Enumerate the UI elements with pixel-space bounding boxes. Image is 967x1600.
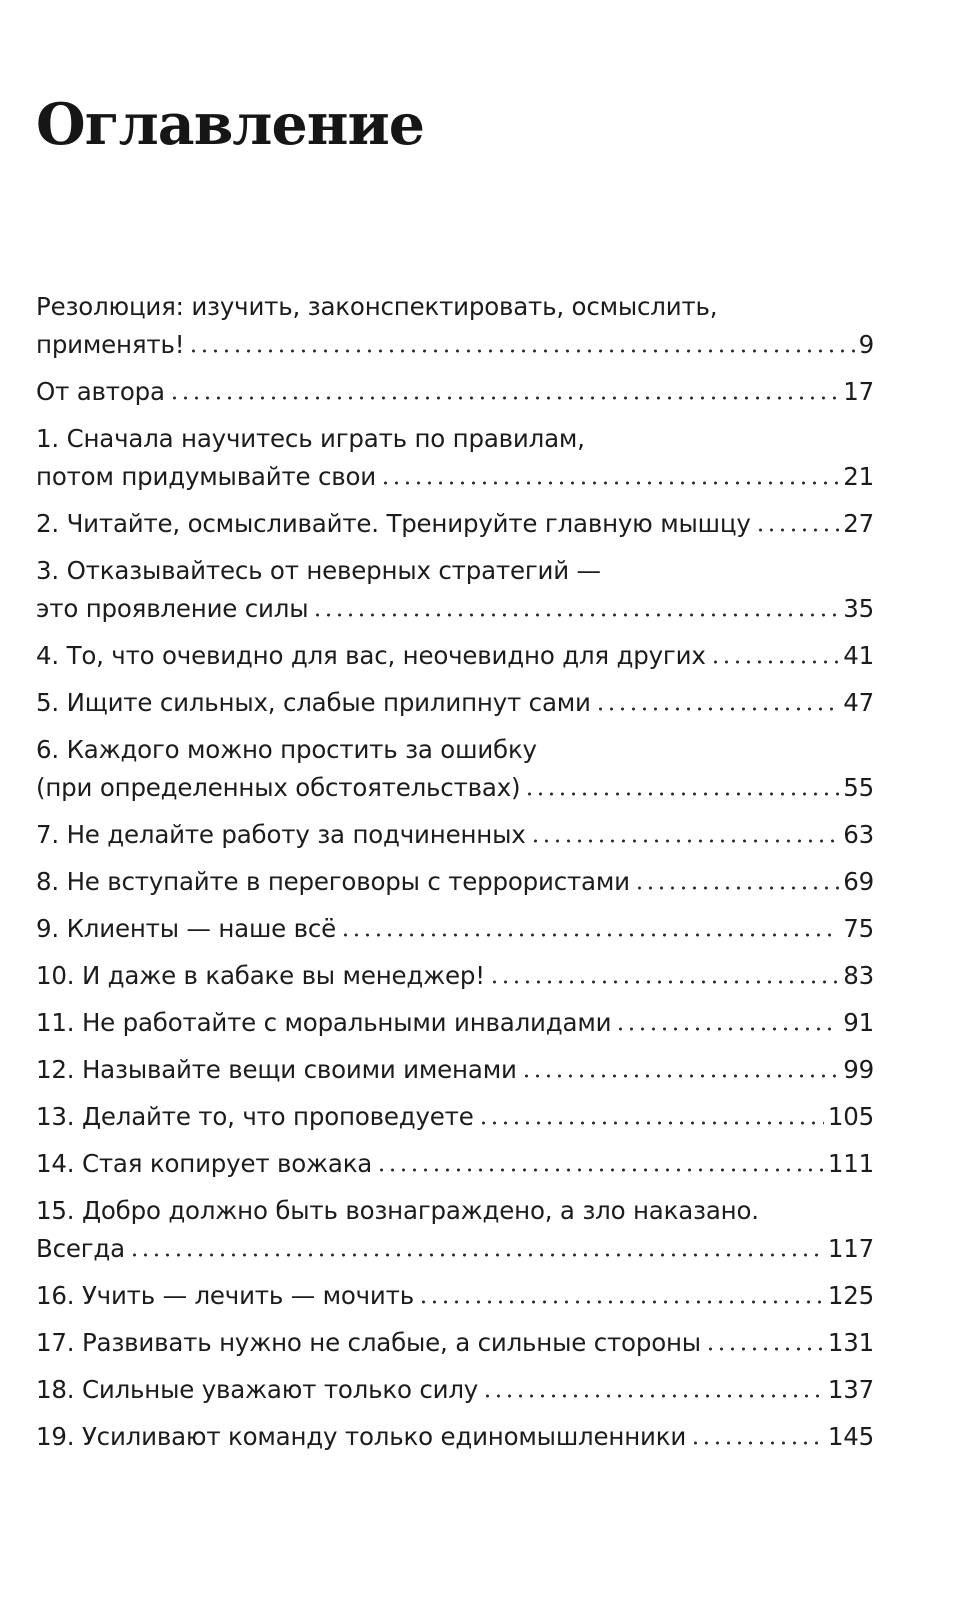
dot-leader xyxy=(312,610,839,619)
toc-entry-row xyxy=(36,505,874,543)
toc-entry-title-line: 17. Развивать нужно не слабые, а сильные стороны xyxy=(36,1328,701,1357)
toc-page-number: 69 xyxy=(843,867,874,896)
toc-entry-title-line: 11. Не работайте с моральными инвалидами xyxy=(36,1008,612,1037)
toc-entry-title-line: 1. Сначала научитесь играть по правилам, xyxy=(36,424,585,453)
toc-entry xyxy=(36,288,874,364)
dot-leader xyxy=(634,883,839,892)
toc-entry-row xyxy=(36,1145,874,1183)
dot-leader xyxy=(482,1391,824,1400)
toc-entry-title-line: 3. Отказывайтесь от неверных стратегий — xyxy=(36,556,601,585)
toc-entry xyxy=(36,505,874,543)
toc-entry-row xyxy=(36,590,874,628)
toc-entry-row xyxy=(36,637,874,675)
toc-entry-row xyxy=(36,957,874,995)
toc-entry-title-line: 6. Каждого можно простить за ошибку xyxy=(36,735,537,764)
toc-page-number: 91 xyxy=(843,1008,874,1037)
toc-entry-title-line: Резолюция: изучить, законспектировать, осмыслить, xyxy=(36,292,718,321)
toc-entry-row xyxy=(36,1371,874,1409)
toc-entry-title-line: это проявление силы xyxy=(36,594,309,623)
toc-entry-title-line: Всегда xyxy=(36,1234,125,1263)
dot-leader xyxy=(418,1297,824,1306)
toc-entry-title-line: 16. Учить — лечить — мочить xyxy=(36,1281,414,1310)
toc-entry-row xyxy=(36,1230,874,1268)
toc-entry-title-line: 15. Добро должно быть вознаграждено, а зло наказано. xyxy=(36,1196,759,1225)
toc-page-number: 21 xyxy=(843,462,874,491)
toc-page-number: 125 xyxy=(827,1281,874,1310)
toc-entry-title-line: (при определенных обстоятельствах) xyxy=(36,773,521,802)
toc-entry-row xyxy=(36,458,874,496)
dot-leader xyxy=(380,478,839,487)
dot-leader xyxy=(710,657,840,666)
toc-entry xyxy=(36,910,874,948)
toc-entry-row xyxy=(36,910,874,948)
toc-page-number: 17 xyxy=(843,377,874,406)
toc-page-number: 75 xyxy=(843,914,874,943)
toc-page-number: 41 xyxy=(843,641,874,670)
toc-page-number: 131 xyxy=(827,1328,874,1357)
dot-leader xyxy=(524,789,839,798)
dot-leader xyxy=(755,525,840,534)
toc-entry-title-line: применять! xyxy=(36,330,185,359)
toc-page-number: 47 xyxy=(843,688,874,717)
dot-leader xyxy=(530,836,840,845)
toc-page-number: 35 xyxy=(843,594,874,623)
dot-leader xyxy=(521,1071,840,1080)
toc-entry xyxy=(36,637,874,675)
toc-entry xyxy=(36,1145,874,1183)
toc-entry-row xyxy=(36,1324,874,1362)
toc-entry xyxy=(36,957,874,995)
toc-entry-title-line: 9. Клиенты — наше всё xyxy=(36,914,337,943)
toc-entry xyxy=(36,552,874,628)
toc-page-number: 83 xyxy=(843,961,874,990)
toc-page-number: 145 xyxy=(827,1422,874,1451)
toc-entry-row xyxy=(36,1051,874,1089)
dot-leader xyxy=(129,1250,824,1259)
dot-leader xyxy=(615,1024,839,1033)
dot-leader xyxy=(690,1438,824,1447)
toc-entry-title-line: 12. Называйте вещи своими именами xyxy=(36,1055,517,1084)
toc-entry-title-line: 7. Не делайте работу за подчиненных xyxy=(36,820,526,849)
toc-entry xyxy=(36,1277,874,1315)
toc-entry xyxy=(36,1192,874,1268)
toc-page-number: 111 xyxy=(827,1149,874,1178)
toc-entry xyxy=(36,1098,874,1136)
toc-entry xyxy=(36,863,874,901)
toc-entry xyxy=(36,1324,874,1362)
toc-page-number: 63 xyxy=(843,820,874,849)
toc-entry xyxy=(36,816,874,854)
toc-entry xyxy=(36,373,874,411)
toc-entry-title-line: 8. Не вступайте в переговоры с террористами xyxy=(36,867,630,896)
table-of-contents xyxy=(36,288,874,1465)
toc-entry-title-line: 14. Стая копирует вожака xyxy=(36,1149,373,1178)
toc-entry-title-line: 4. То, что очевидно для вас, неочевидно для других xyxy=(36,641,706,670)
toc-entry xyxy=(36,1371,874,1409)
toc-entry-title-line: 10. И даже в кабаке вы менеджер! xyxy=(36,961,485,990)
dot-leader xyxy=(705,1344,824,1353)
toc-page-number: 137 xyxy=(827,1375,874,1404)
toc-entry-row xyxy=(36,816,874,854)
toc-entry-title-line: потом придумывайте свои xyxy=(36,462,377,491)
toc-entry-title-line: 18. Сильные уважают только силу xyxy=(36,1375,479,1404)
toc-entry-row xyxy=(36,863,874,901)
dot-leader xyxy=(489,977,839,986)
toc-entry xyxy=(36,420,874,496)
toc-entry-title-line: 2. Читайте, осмысливайте. Тренируйте главную мышцу xyxy=(36,509,751,538)
toc-entry xyxy=(36,731,874,807)
toc-entry-row xyxy=(36,1004,874,1042)
dot-leader xyxy=(169,393,839,402)
toc-entry-title-line: От автора xyxy=(36,377,165,406)
toc-entry xyxy=(36,1004,874,1042)
toc-page-number: 117 xyxy=(827,1234,874,1263)
toc-entry xyxy=(36,1051,874,1089)
dot-leader xyxy=(188,346,854,355)
toc-page-number: 105 xyxy=(827,1102,874,1131)
toc-page-number: 27 xyxy=(843,509,874,538)
toc-page-number: 9 xyxy=(858,330,874,359)
toc-page-number: 55 xyxy=(843,773,874,802)
toc-entry-row xyxy=(36,1098,874,1136)
dot-leader xyxy=(478,1118,824,1127)
dot-leader xyxy=(340,930,839,939)
page-title: Оглавление xyxy=(36,91,425,158)
toc-entry-title-line: 19. Усиливают команду только единомышленники xyxy=(36,1422,687,1451)
toc-entry xyxy=(36,684,874,722)
toc-entry-row xyxy=(36,326,874,364)
dot-leader xyxy=(595,704,839,713)
toc-entry-row xyxy=(36,1277,874,1315)
toc-entry-row xyxy=(36,373,874,411)
toc-entry-row xyxy=(36,769,874,807)
toc-page-number: 99 xyxy=(843,1055,874,1084)
toc-entry-title-line: 13. Делайте то, что проповедуете xyxy=(36,1102,474,1131)
toc-entry-row xyxy=(36,1418,874,1456)
toc-entry-row xyxy=(36,684,874,722)
toc-entry xyxy=(36,1418,874,1456)
dot-leader xyxy=(376,1165,824,1174)
toc-entry-title-line: 5. Ищите сильных, слабые прилипнут сами xyxy=(36,688,591,717)
